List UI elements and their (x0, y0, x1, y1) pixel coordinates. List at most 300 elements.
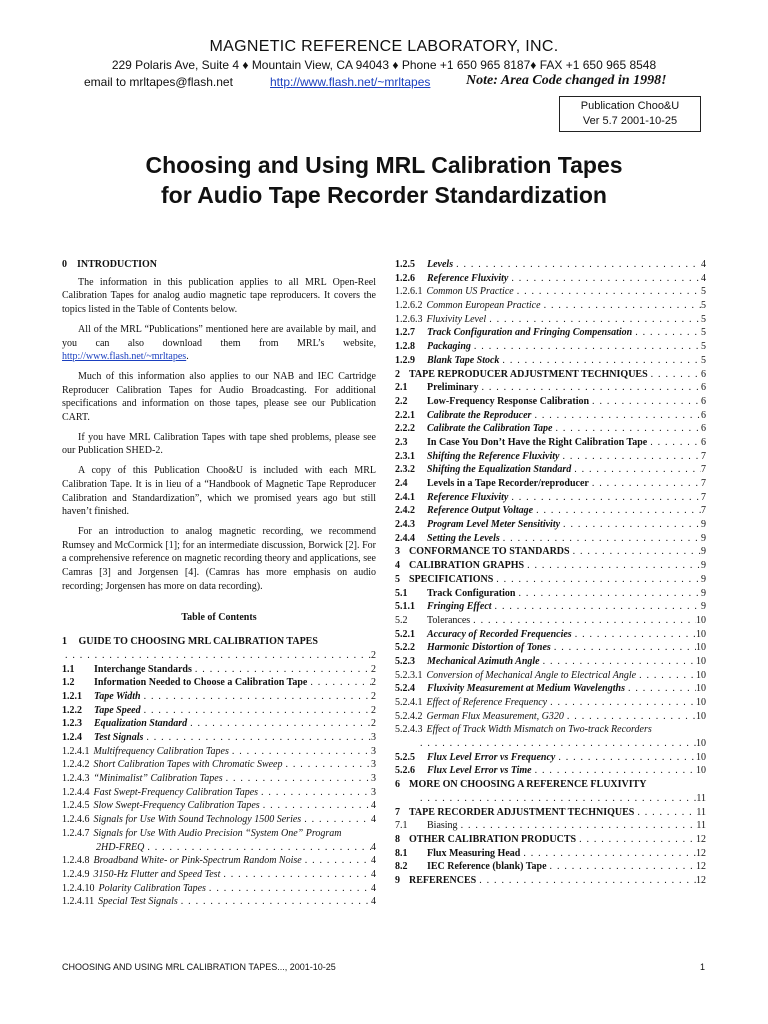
toc-section-1-dots (62, 649, 376, 663)
website-link[interactable]: http://www.flash.net/~mrltapes (270, 75, 431, 89)
toc-label: Flux Level Error vs Frequency (427, 751, 556, 763)
toc-label: “Minimalist” Calibration Tapes (93, 773, 223, 785)
toc-num: 5.2.1 (395, 628, 415, 640)
toc-entry-1-2-4-1[interactable] (62, 745, 376, 759)
toc-page: 2 (371, 718, 376, 730)
toc-label: Accuracy of Recorded Frequencies (427, 628, 572, 640)
publication-version: Ver 5.7 2001-10-25 (582, 115, 678, 127)
toc-label: Reference Fluxivity (427, 491, 509, 503)
toc-entry-2[interactable] (395, 368, 706, 382)
toc-entry-1-2-4-7[interactable] (62, 827, 376, 841)
toc-leader (547, 860, 696, 874)
toc-leader (302, 854, 371, 868)
toc-num: 5.2.4.3 (395, 724, 423, 736)
toc-num: 1.2.4.2 (62, 759, 90, 771)
toc-label: Shifting the Equalization Standard (427, 464, 572, 476)
publication-id: Publication Choo&U (580, 100, 680, 112)
toc-page: 9 (701, 532, 706, 544)
intro-paragraph-2 (62, 323, 376, 364)
toc-leader (301, 813, 371, 827)
toc-page: 7 (701, 450, 706, 462)
toc-entry-7[interactable] (395, 806, 706, 820)
toc-page: 7 (701, 491, 706, 503)
toc-num: 5.2.3.1 (395, 669, 423, 681)
toc-leader (508, 272, 701, 286)
toc-entry-1-2-6-3[interactable] (395, 313, 706, 327)
toc-label-continuation: 2HD-FREQ (96, 841, 145, 853)
toc-entry-1-1[interactable] (62, 663, 376, 677)
toc-entry-1-2-6-1[interactable] (395, 285, 706, 299)
toc-page: 6 (701, 368, 706, 380)
toc-num: 1.2.5 (395, 259, 415, 270)
toc-entry-2-1[interactable] (395, 381, 706, 395)
toc-entry-2-3-1[interactable] (395, 450, 706, 464)
toc-num: 1.2.6.2 (395, 300, 423, 312)
toc-leader (307, 676, 371, 690)
toc-page: 2 (371, 649, 376, 661)
toc-entry-5-2[interactable] (395, 614, 706, 628)
toc-entry-1-2-5[interactable] (395, 258, 706, 272)
toc-page: 2 (371, 677, 376, 689)
toc-entry-1-2-8[interactable] (395, 340, 706, 354)
toc-entry-1-2-9[interactable] (395, 354, 706, 368)
toc-leader (570, 545, 701, 559)
toc-page: 12 (696, 833, 706, 845)
toc-leader (223, 772, 371, 786)
toc-entry-5-2-5[interactable] (395, 751, 706, 765)
toc-label: Blank Tape Stock (427, 354, 500, 366)
toc-entry-2-4-3[interactable] (395, 518, 706, 532)
toc-label: Program Level Meter Sensitivity (427, 519, 561, 531)
toc-entry-8-1[interactable] (395, 847, 706, 861)
toc-label: Effect of Track Width Mismatch on Two-track Recorders (426, 724, 652, 736)
toc-page: 7 (701, 505, 706, 517)
toc-num: 1.2.2 (62, 704, 82, 716)
toc-page: 10 (696, 710, 706, 722)
toc-page: 4 (701, 272, 706, 284)
toc-leader (515, 587, 701, 601)
toc-entry-5-2-4-2[interactable] (395, 710, 706, 724)
toc-num: 5.2.5 (395, 751, 415, 763)
toc-num: 1.2.6.1 (395, 286, 423, 298)
toc-leader (520, 847, 696, 861)
toc-page: 5 (701, 313, 706, 325)
toc-page: 10 (696, 669, 706, 681)
toc-page: 9 (701, 601, 706, 613)
toc-label: REFERENCES (409, 874, 477, 886)
toc-leader (531, 409, 701, 423)
toc-page: 4 (701, 259, 706, 270)
toc-leader (572, 628, 696, 642)
toc-entry-2-3[interactable] (395, 436, 706, 450)
toc-num: 2.2.2 (395, 423, 415, 435)
title-line-1: Choosing and Using MRL Calibration Tapes (145, 152, 623, 178)
toc-leader (417, 737, 696, 751)
toc-label: Slow Swept-Frequency Calibration Tapes (93, 800, 260, 812)
toc-leader (647, 436, 701, 450)
toc-label: CONFORMANCE TO STANDARDS (409, 546, 570, 558)
toc-num: 7.1 (395, 820, 408, 832)
introduction-heading: 0 INTRODUCTION (62, 259, 158, 270)
toc-num: 1.1 (62, 663, 75, 675)
left-column (62, 258, 376, 909)
toc-entry-2-2-1[interactable] (395, 409, 706, 423)
toc-entry-1-2-4-6[interactable] (62, 813, 376, 827)
toc-num: 4 (395, 560, 400, 572)
toc-page: 3 (371, 745, 376, 757)
toc-label: Mechanical Azimuth Angle (427, 655, 540, 667)
toc-label: Setting the Levels (427, 532, 500, 544)
toc-num: 8.1 (395, 847, 408, 859)
toc-label: Track Configuration and Fringing Compensation (427, 327, 633, 339)
toc-page: 4 (371, 814, 376, 826)
toc-num: 5.2 (395, 614, 408, 626)
toc-num: 2.3.1 (395, 450, 415, 462)
toc-page: 2 (371, 663, 376, 675)
toc-entry-8-2[interactable] (395, 860, 706, 874)
toc-label: Reference Fluxivity (427, 272, 509, 284)
toc-label: Fluxivity Measurement at Medium Wavelengths (427, 683, 625, 695)
toc-num: 8 (395, 833, 400, 845)
toc-entry-8[interactable] (395, 833, 706, 847)
toc-entry-3[interactable] (395, 545, 706, 559)
toc-leader (555, 751, 696, 765)
toc-entry-5-2-4-3[interactable] (395, 723, 706, 737)
toc-leader (576, 833, 696, 847)
toc-leader (589, 395, 701, 409)
toc-num: 1.2.4.3 (62, 773, 90, 785)
toc-label: Conversion of Mechanical Angle to Electrical Angle (426, 669, 637, 681)
toc-num: 1.2.1 (62, 690, 82, 702)
toc-num: 1.2 (62, 677, 75, 689)
toc-num: 1.2.3 (62, 718, 82, 730)
toc-label: Broadband White- or Pink-Spectrum Random Noise (93, 855, 302, 867)
toc-label: Harmonic Distortion of Tones (427, 642, 551, 654)
toc-leader (524, 559, 701, 573)
toc-page: 9 (701, 560, 706, 572)
toc-num: 2.2.1 (395, 409, 415, 421)
toc-entry-2-2-2[interactable] (395, 422, 706, 436)
toc-label: Low-Frequency Response Calibration (427, 395, 590, 407)
toc-leader (533, 504, 701, 518)
toc-page: 3 (371, 773, 376, 785)
toc-title: Table of Contents (181, 612, 257, 624)
toc-entry-1-2-4-3[interactable] (62, 772, 376, 786)
toc-page: 9 (701, 546, 706, 558)
toc-page: 2 (371, 704, 376, 716)
toc-right-list (395, 258, 706, 888)
toc-num: 9 (395, 874, 400, 886)
toc-label: Biasing (427, 820, 458, 832)
toc-page: 7 (701, 464, 706, 476)
toc-num: 1.2.4.10 (62, 882, 95, 894)
toc-num: 1 (62, 636, 67, 648)
toc-entry-5-2-2[interactable] (395, 641, 706, 655)
toc-leader (634, 806, 696, 820)
toc-entry-continuation (395, 792, 706, 806)
toc-entry-2-3-2[interactable] (395, 463, 706, 477)
toc-entry-5[interactable] (395, 573, 706, 587)
title-line-2: for Audio Tape Recorder Standardization (161, 182, 607, 208)
toc-label: Interchange Standards (94, 663, 192, 675)
toc-entry-1-2-6-2[interactable] (395, 299, 706, 313)
toc-page: 4 (371, 841, 376, 853)
toc-entry-1-2-3[interactable] (62, 717, 376, 731)
toc-leader (493, 573, 701, 587)
toc-num: 1.2.4.6 (62, 814, 90, 826)
toc-leader (492, 600, 701, 614)
toc-leader (141, 704, 371, 718)
toc-num: 2.1 (395, 382, 408, 394)
toc-page: 10 (696, 628, 706, 640)
toc-label: Flux Level Error vs Time (427, 765, 532, 777)
toc-label: Information Needed to Choose a Calibration Tape (94, 677, 308, 689)
area-code-note: Note: Area Code changed in 1998! (466, 73, 667, 88)
toc-num: 2.3 (395, 436, 408, 448)
toc-label: Signals for Use With Sound Technology 1500 Series (93, 814, 302, 826)
toc-entry-5-2-4-1[interactable] (395, 696, 706, 710)
toc-leader (564, 710, 696, 724)
toc-leader (229, 745, 371, 759)
toc-leader (589, 477, 701, 491)
toc-page: 10 (696, 683, 706, 695)
toc-num: 2.2 (395, 395, 408, 407)
toc-left-list (62, 663, 376, 909)
toc-entry-1-2-1[interactable] (62, 690, 376, 704)
toc-label: Tolerances (427, 614, 471, 626)
toc-page: 11 (696, 806, 706, 818)
toc-label: Track Configuration (427, 587, 516, 599)
toc-entry-5-2-6[interactable] (395, 764, 706, 778)
toc-label: TAPE RECORDER ADJUSTMENT TECHNIQUES (409, 806, 635, 818)
toc-leader (508, 491, 701, 505)
toc-leader (551, 641, 696, 655)
toc-entry-2-4-1[interactable] (395, 491, 706, 505)
toc-entry-1-2-4-5[interactable] (62, 799, 376, 813)
toc-entry-1-2-4-9[interactable] (62, 868, 376, 882)
toc-entry-4[interactable] (395, 559, 706, 573)
toc-entry-5-2-1[interactable] (395, 628, 706, 642)
toc-num: 6 (395, 779, 400, 791)
toc-label: OTHER CALIBRATION PRODUCTS (409, 833, 577, 845)
toc-leader (552, 422, 701, 436)
toc-label: Short Calibration Tapes with Chromatic Sweep (93, 759, 283, 771)
toc-page: 4 (371, 868, 376, 880)
toc-label: MORE ON CHOOSING A REFERENCE FLUXIVITY (409, 779, 647, 791)
toc-num: 5.2.3 (395, 655, 415, 667)
toc-entry-1-2-4-11[interactable] (62, 895, 376, 909)
toc-entry-continuation (62, 841, 376, 855)
toc-label: Preliminary (427, 382, 479, 394)
toc-label: Equalization Standard (94, 718, 188, 730)
footer-page-number: 1 (700, 962, 706, 972)
toc-entry-2-4-2[interactable] (395, 504, 706, 518)
toc-entry-5-1-1[interactable] (395, 600, 706, 614)
right-column (395, 258, 706, 888)
toc-page: 5 (701, 341, 706, 353)
toc-leader (625, 682, 696, 696)
toc-leader (260, 799, 371, 813)
toc-page: 10 (696, 614, 706, 626)
toc-leader (560, 450, 702, 464)
toc-entry-5-2-4[interactable] (395, 682, 706, 696)
toc-entry-7-1[interactable] (395, 819, 706, 833)
toc-label: Shifting the Reference Fluxivity (427, 450, 560, 462)
toc-leader (560, 518, 701, 532)
toc-leader (478, 381, 701, 395)
toc-leader (258, 786, 371, 800)
toc-entry-1-2-4-2[interactable] (62, 758, 376, 772)
toc-label: Fluxivity Level (426, 313, 487, 325)
toc-section-1[interactable] (62, 635, 376, 649)
toc-page: 12 (696, 847, 706, 859)
toc-entry-continuation (395, 737, 706, 751)
toc-leader (632, 326, 701, 340)
toc-label: Multifrequency Calibration Tapes (93, 745, 229, 757)
toc-entry-1-2-7[interactable] (395, 326, 706, 340)
toc-label: Common European Practice (426, 300, 541, 312)
toc-num: 5.2.4.2 (395, 710, 423, 722)
toc-num: 1.2.8 (395, 341, 415, 353)
toc-label: Polarity Calibration Tapes (98, 882, 206, 894)
toc-label: Packaging (427, 341, 471, 353)
intro-paragraph-4: If you have MRL Calibration Tapes with tape shed problems, please see our Publication SHED-2. (62, 431, 376, 457)
toc-label: 3150-Hz Flutter and Speed Test (93, 868, 221, 880)
toc-leader (486, 313, 701, 327)
toc-leader (541, 299, 701, 313)
toc-entry-5-1[interactable] (395, 587, 706, 601)
document-title (0, 150, 768, 210)
toc-num: 5.2.4 (395, 683, 415, 695)
toc-page: 10 (696, 697, 706, 708)
toc-num: 2.3.2 (395, 464, 415, 476)
company-address: 229 Polaris Ave, Suite 4 ♦ Mountain View, CA 94043 ♦ Phone +1 650 965 8187♦ FAX +1 650 965 8548 (111, 58, 657, 72)
toc-label: Levels in a Tape Recorder/reproducer (427, 478, 589, 489)
toc-num: 1.2.9 (395, 354, 415, 366)
toc-page: 5 (701, 286, 706, 298)
toc-entry-1-2-6[interactable] (395, 272, 706, 286)
email-text: email to mrltapes@flash.net (84, 75, 233, 89)
intro-paragraph-3: Much of this information also applies to our NAB and IEC Cartridge Reproducer Calibration Tapes for Audio Broadcasting. For additional specifications and information on those tapes, please see our Publication CART. (62, 370, 376, 424)
toc-leader (453, 258, 701, 272)
toc-leader (499, 354, 701, 368)
toc-num: 8.2 (395, 861, 408, 873)
toc-page: 9 (701, 519, 706, 531)
toc-page: 6 (701, 395, 706, 407)
toc-num: 1.2.7 (395, 327, 415, 339)
toc-entry-1-2[interactable] (62, 676, 376, 690)
toc-label: Special Test Signals (98, 896, 178, 908)
company-name: MAGNETIC REFERENCE LABORATORY, INC. (209, 38, 559, 55)
toc-page: 4 (371, 855, 376, 867)
toc-page: 4 (371, 800, 376, 812)
toc-label: Calibrate the Calibration Tape (427, 423, 553, 435)
toc-entry-6[interactable] (395, 778, 706, 792)
toc-label: Tape Width (94, 690, 141, 702)
toc-label: In Case You Don’t Have the Right Calibration Tape (427, 436, 648, 448)
toc-label: Common US Practice (426, 286, 514, 298)
toc-entry-1-2-4[interactable] (62, 731, 376, 745)
toc-entry-1-2-2[interactable] (62, 704, 376, 718)
toc-leader (206, 882, 371, 896)
toc-entry-1-2-4-10[interactable] (62, 882, 376, 896)
toc-leader (144, 841, 371, 855)
toc-page: 10 (696, 642, 706, 654)
toc-label: Flux Measuring Head (427, 847, 521, 859)
toc-label: Calibrate the Reproducer (427, 409, 532, 421)
toc-num: 5.1.1 (395, 601, 415, 613)
toc-entry-5-2-3[interactable] (395, 655, 706, 669)
toc-num: 1.2.6.3 (395, 313, 423, 325)
toc-label: Levels (427, 259, 454, 270)
intro-paragraph-2-end: . (186, 351, 189, 363)
toc-num: 1.2.4.9 (62, 868, 90, 880)
toc-leader (532, 764, 696, 778)
toc-label: Test Signals (94, 732, 144, 743)
footer-title: CHOOSING AND USING MRL CALIBRATION TAPES..., 2001-10-25 (62, 962, 336, 972)
toc-page: 4 (371, 896, 376, 908)
toc-leader (540, 655, 696, 669)
toc-label: Fringing Effect (427, 601, 492, 613)
toc-num: 2 (395, 368, 400, 380)
toc-num: 5.2.4.1 (395, 697, 423, 708)
toc-num: 2.4.3 (395, 519, 415, 531)
toc-page: 5 (701, 327, 706, 339)
toc-entry-9[interactable] (395, 874, 706, 888)
toc-leader (636, 669, 696, 683)
toc-entry-2-4[interactable] (395, 477, 706, 491)
toc-num: 3 (395, 546, 400, 558)
toc-entry-5-2-3-1[interactable] (395, 669, 706, 683)
intro-paragraph-6: For an introduction to analog magnetic recording, we recommend Rumsey and McCormick [1]; for an intermediate discussion, Borwick [2]. For a comprehensive reference on magnetic recording theory and applications, see Camras [3] and Jorgensen [4]. (Camras has more emphasis on audio recording; Jorgensen has more on data recording). (62, 525, 376, 592)
toc-leader (514, 285, 701, 299)
toc-num: 1.2.4.5 (62, 800, 90, 812)
toc-page: 9 (701, 573, 706, 585)
toc-leader (648, 368, 701, 382)
toc-page: 9 (701, 587, 706, 599)
toc-label: Tape Speed (94, 704, 141, 716)
toc-page: 12 (696, 874, 706, 886)
toc-entry-2-4-4[interactable] (395, 532, 706, 546)
toc-leader (471, 340, 701, 354)
toc-leader (187, 717, 371, 731)
toc-num: 1.2.4.8 (62, 855, 90, 867)
toc-num: 7 (395, 806, 400, 818)
publication-box (559, 96, 701, 132)
intro-website-link[interactable]: http://www.flash.net/~mrltapes (62, 351, 187, 363)
toc-page: 10 (696, 738, 706, 750)
toc-label: CALIBRATION GRAPHS (409, 560, 525, 572)
toc-num: 1.2.4.4 (62, 786, 90, 798)
toc-leader (62, 649, 371, 663)
intro-paragraph-5: A copy of this Publication Choo&U is included with each MRL Calibration Tape. It is in lieu of a “Handbook of Magnetic Tape Reproducer Calibration and Standardization”, which we promised years ago but still haven’t finished. (62, 465, 376, 518)
toc-entry-2-2[interactable] (395, 395, 706, 409)
toc-num: 2.4.2 (395, 505, 415, 517)
toc-page: 5 (701, 300, 706, 312)
toc-num: 5.1 (395, 587, 408, 599)
toc-leader (571, 463, 701, 477)
intro-paragraph-2-text: All of the MRL “Publications” mentioned here are available by mail, and you can also download them from MRL’s website, (62, 323, 376, 349)
toc-num: 5 (395, 573, 400, 585)
toc-page: 10 (696, 765, 706, 777)
toc-page: 3 (371, 732, 376, 743)
toc-num: 5.2.6 (395, 765, 415, 777)
toc-entry-1-2-4-4[interactable] (62, 786, 376, 800)
toc-page: 11 (696, 792, 706, 804)
toc-entry-1-2-4-8[interactable] (62, 854, 376, 868)
toc-leader (500, 532, 701, 546)
toc-label: German Flux Measurement, G320 (426, 710, 564, 722)
